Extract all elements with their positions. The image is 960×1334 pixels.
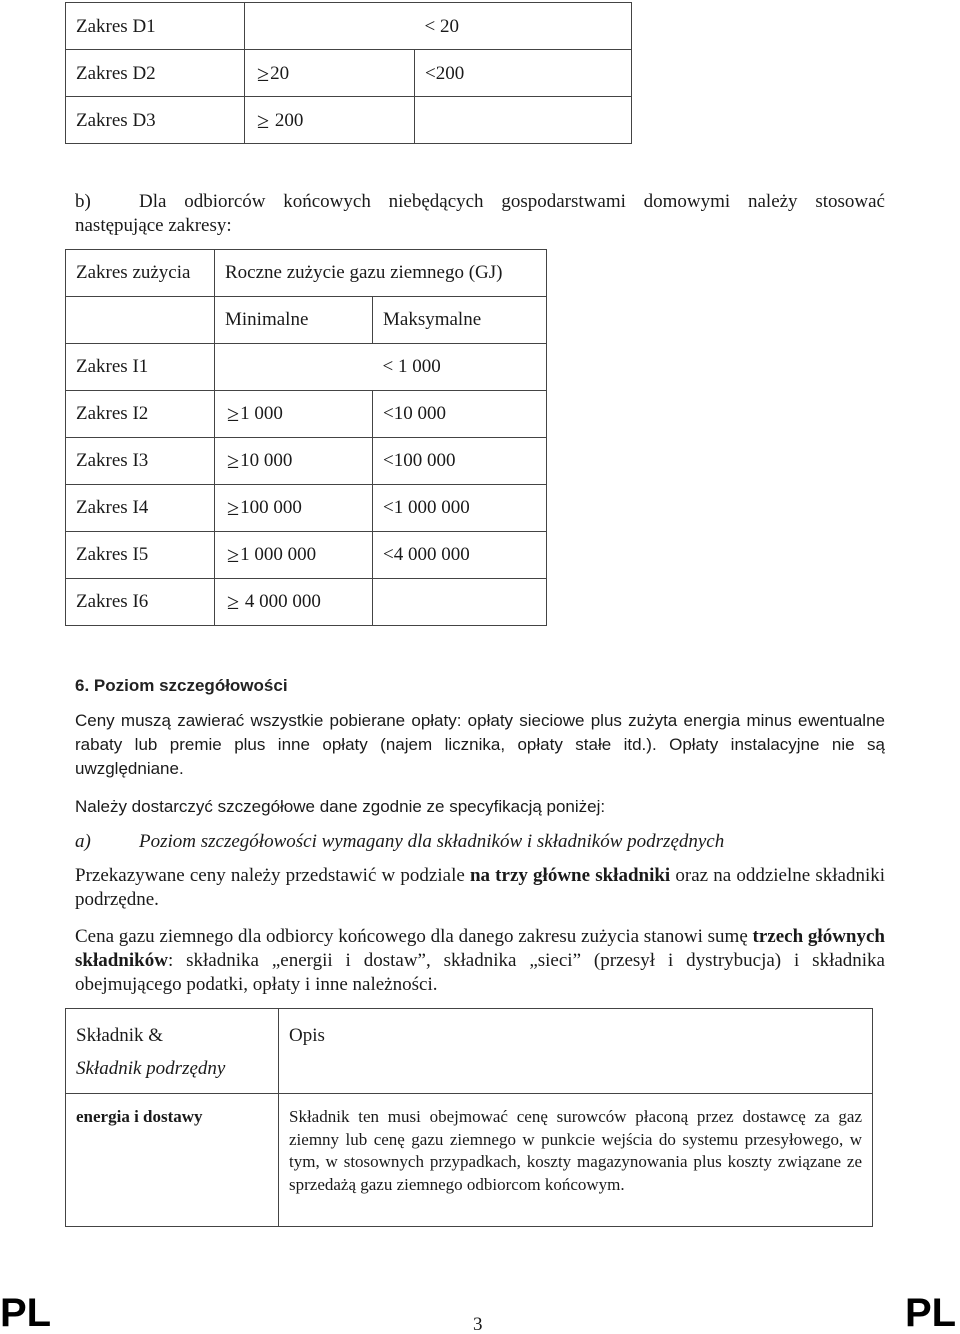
ge-symbol: ≥: [227, 542, 240, 567]
column-header: Maksymalne: [373, 297, 547, 344]
band-max: < 1 000: [373, 344, 547, 391]
table-row: [66, 438, 547, 485]
band-min: ≥ 200: [245, 97, 415, 144]
ge-symbol: ≥: [227, 448, 240, 473]
table-subheader-row: [66, 297, 547, 344]
band-name: Zakres I2: [66, 391, 215, 438]
table-header-row: [66, 1009, 873, 1094]
band-name: Zakres D1: [66, 3, 245, 50]
ge-symbol: ≥: [257, 108, 270, 133]
ge-symbol: ≥: [227, 589, 240, 614]
band-min: ≥ 4 000 000: [215, 579, 373, 626]
column-header: Zakres zużycia: [66, 250, 215, 297]
band-min: ≥100 000: [215, 485, 373, 532]
table-row: [66, 532, 547, 579]
ge-symbol: ≥: [257, 61, 270, 86]
paragraph: Ceny muszą zawierać wszystkie pobierane opłaty: opłaty sieciowe plus zużyta energia minus ewentualne rabaty lub premie plus inne opłaty (najem licznika, opłaty stałe itd.). Opłaty instalacyjne nie są uwzględniane.: [75, 711, 885, 778]
band-min: ≥10 000: [215, 438, 373, 485]
page-number: 3: [473, 1314, 483, 1334]
band-name: Zakres I3: [66, 438, 215, 485]
table-row: [66, 50, 632, 97]
table-row: [66, 3, 632, 50]
column-header: Składnik & Składnik podrzędny: [66, 1009, 279, 1094]
band-max: <100 000: [373, 438, 547, 485]
column-header: Opis: [279, 1009, 873, 1094]
list-label: a): [75, 831, 91, 852]
band-max: < 20: [415, 3, 632, 50]
table-row: [66, 391, 547, 438]
band-min: ≥20: [245, 50, 415, 97]
bold-text: na trzy główne składniki: [469, 865, 671, 886]
band-max: <1 000 000: [373, 485, 547, 532]
list-label: b): [75, 191, 91, 212]
components-table: [65, 1008, 873, 1227]
ge-symbol: ≥: [227, 495, 240, 520]
table-row: [66, 579, 547, 626]
empty-cell: [66, 297, 215, 344]
band-max: <200: [415, 50, 632, 97]
band-min: ≥1 000 000: [215, 532, 373, 579]
consumption-bands-table-i: [65, 249, 547, 626]
band-max: <4 000 000: [373, 532, 547, 579]
band-name: Zakres D3: [66, 97, 245, 144]
consumption-bands-table-d: [65, 2, 632, 144]
bold-text: trzech głównych składników: [75, 926, 885, 971]
footer-language-right: PL: [905, 1291, 957, 1334]
band-max: <10 000: [373, 391, 547, 438]
table-row: [66, 1094, 873, 1227]
paragraph: Należy dostarczyć szczegółowe dane zgodnie ze specyfikacją poniżej:: [75, 797, 606, 816]
paragraph: Przekazywane ceny należy przedstawić w podziale na trzy główne składniki oraz na oddzielne składniki podrzędne.: [75, 865, 885, 910]
band-name: Zakres I4: [66, 485, 215, 532]
component-description: Składnik ten musi obejmować cenę surowców płaconą przez dostawcę za gaz ziemny lub cenę gazu ziemnego w punkcie wejścia do systemu przesyłowego, w tym, w stosownych przypadkach, koszty magazynowania plus koszty związane ze sprzedażą gazu ziemnego odbiorcom końcowym.: [279, 1094, 873, 1227]
component-name: energia i dostawy: [66, 1094, 279, 1227]
table-row: [66, 344, 547, 391]
table-row: [66, 485, 547, 532]
table-row: [66, 97, 632, 144]
band-name: Zakres D2: [66, 50, 245, 97]
band-max: [415, 97, 632, 144]
band-min: [215, 344, 373, 391]
band-max: [373, 579, 547, 626]
paragraph-text: Dla odbiorców końcowych niebędących gospodarstwami domowymi należy stosować następujące zakresy:: [75, 191, 885, 236]
band-min: ≥1 000: [215, 391, 373, 438]
column-header: Minimalne: [215, 297, 373, 344]
band-min: [245, 3, 415, 50]
table-header-row: [66, 250, 547, 297]
footer-language-left: PL: [0, 1291, 52, 1334]
subsection-text: Poziom szczegółowości wymagany dla składników i składników podrzędnych: [139, 831, 725, 852]
ge-symbol: ≥: [227, 401, 240, 426]
band-name: Zakres I1: [66, 344, 215, 391]
section-heading: 6. Poziom szczegółowości: [75, 676, 288, 695]
subsection-heading: [75, 830, 885, 854]
band-name: Zakres I6: [66, 579, 215, 626]
band-name: Zakres I5: [66, 532, 215, 579]
column-header: Roczne zużycie gazu ziemnego (GJ): [215, 250, 547, 297]
paragraph: Cena gazu ziemnego dla odbiorcy końcowego dla danego zakresu zużycia stanowi sumę trzech głównych składników: składnika „energii i dostaw”, składnika „sieci” (przesył i dystrybucja) i składnika obejmującego podatki, opłaty i inne należności.: [75, 926, 885, 995]
paragraph-b: [75, 190, 885, 238]
